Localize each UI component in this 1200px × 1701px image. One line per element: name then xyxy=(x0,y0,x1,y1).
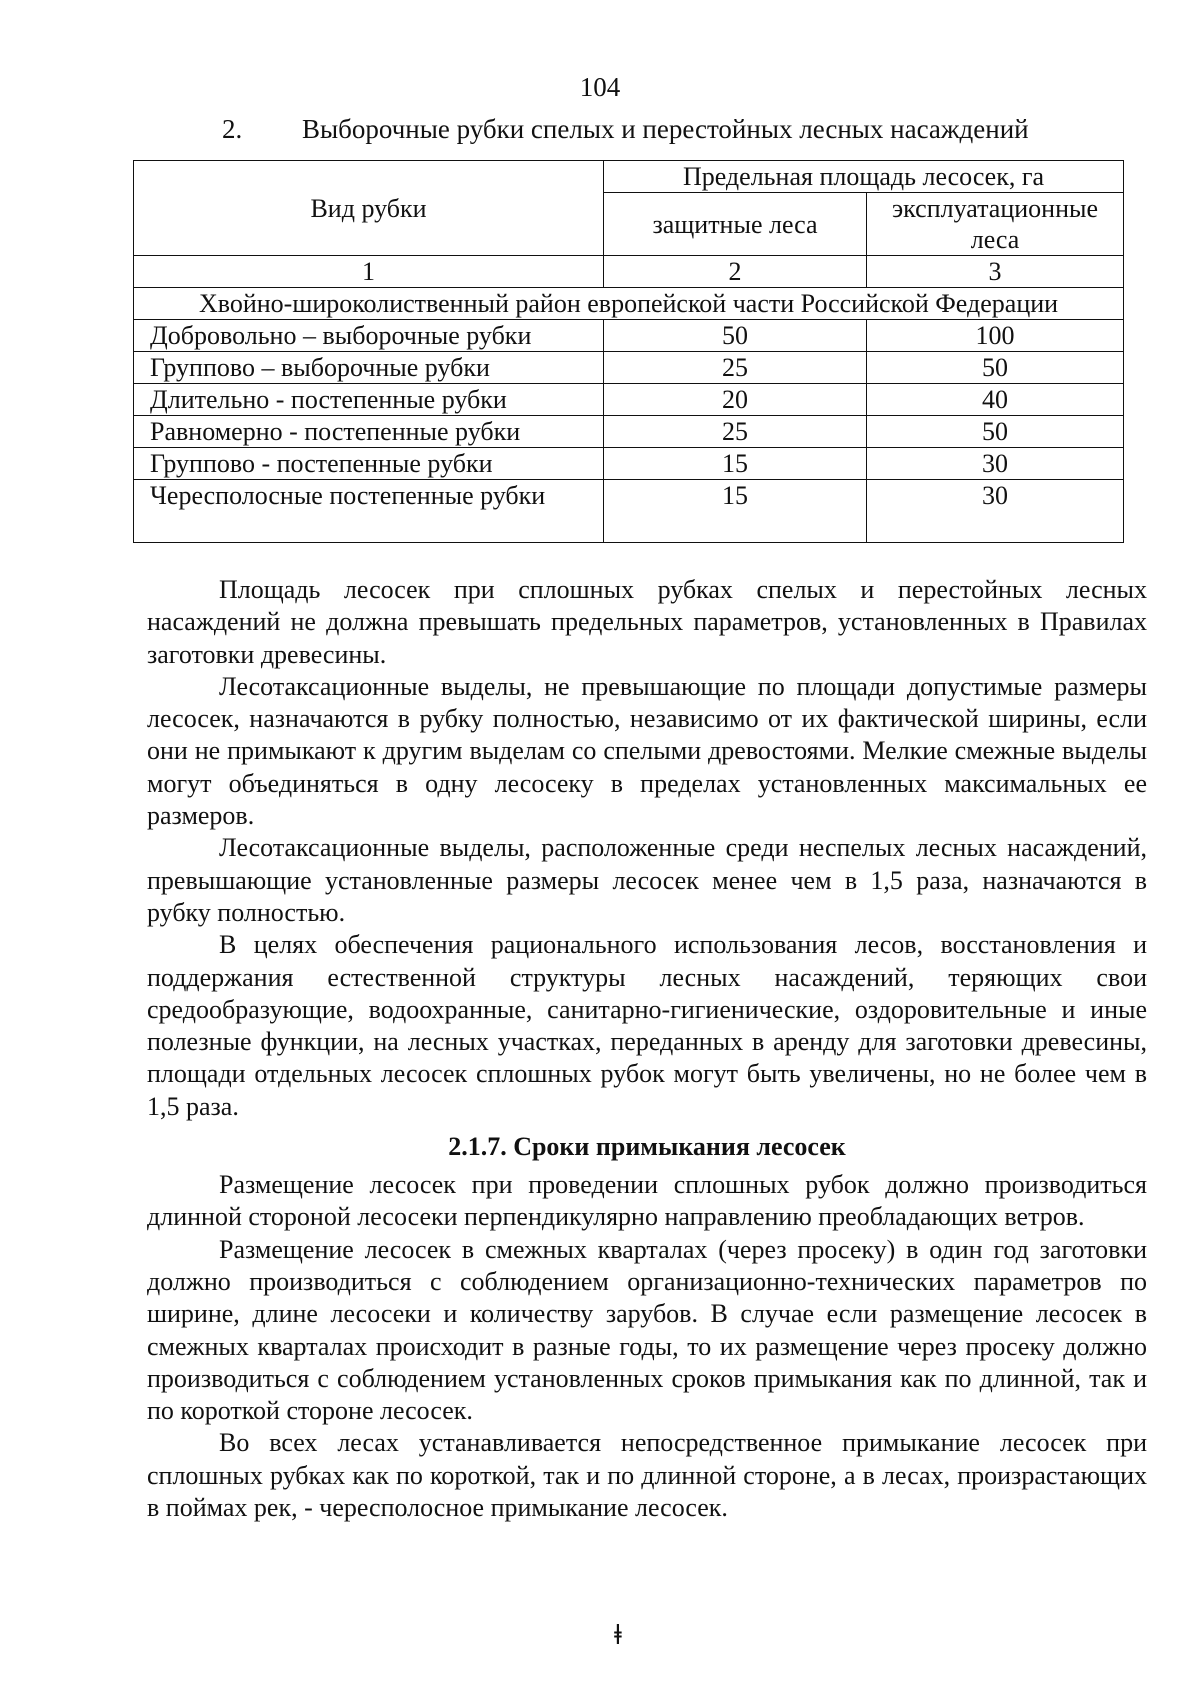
protective-value-cell: 50 xyxy=(604,320,867,352)
protective-value-cell: 25 xyxy=(604,416,867,448)
paragraph: Лесотаксационные выделы, не превышающие по площади допустимые размеры лесосек, назначаются в рубку полностью, независимо от их фактической ширины, если они не примыкают к другим выделам со спелыми древостоями. Мелкие смежные выделы могут объединяться в одну лесосеку в пределах установленных максимальных ее размеров. xyxy=(147,671,1147,831)
column-number-2: 2 xyxy=(604,256,867,288)
protective-value-cell: 15 xyxy=(604,448,867,480)
paragraph: Лесотаксационные выделы, расположенные среди неспелых лесных насаждений, превышающие установленные размеры лесосек менее чем в 1,5 раза, назначаются в рубку полностью. xyxy=(147,833,1147,927)
footer-mark: ǂ xyxy=(614,1620,622,1651)
table-row xyxy=(134,416,1124,448)
body-text xyxy=(147,574,1147,1524)
column-number-1: 1 xyxy=(134,256,604,288)
table-row xyxy=(134,480,1124,543)
exploitable-value-cell: 50 xyxy=(867,352,1124,384)
paragraph: Площадь лесосек при сплошных рубках спелых и перестойных лесных насаждений не должна превышать предельных параметров, установленных в Правилах заготовки древесины. xyxy=(147,575,1147,669)
header-cutting-type: Вид рубки xyxy=(134,161,604,256)
cutting-type-cell: Добровольно – выборочные рубки xyxy=(134,320,604,352)
section-title-text: Выборочные рубки спелых и перестойных лесных насаждений xyxy=(302,114,1029,144)
section-number: 2. xyxy=(222,114,243,144)
table-row xyxy=(134,448,1124,480)
cutting-type-cell: Группово - постепенные рубки xyxy=(134,448,604,480)
paragraph: Размещение лесосек при проведении сплошных рубок должно производиться длинной стороной лесосеки перпендикулярно направлению преобладающих ветров. xyxy=(147,1170,1147,1232)
protective-value-cell: 20 xyxy=(604,384,867,416)
cutting-area-limits-table xyxy=(133,160,1124,543)
table-row xyxy=(134,384,1124,416)
table-row xyxy=(134,352,1124,384)
cutting-type-cell: Длительно - постепенные рубки xyxy=(134,384,604,416)
exploitable-value-cell: 30 xyxy=(867,448,1124,480)
protective-value-cell: 15 xyxy=(604,480,867,543)
subsection-title: 2.1.7. Сроки примыкания лесосек xyxy=(448,1132,846,1162)
table-row xyxy=(134,320,1124,352)
cutting-type-cell: Группово – выборочные рубки xyxy=(134,352,604,384)
paragraph: Размещение лесосек в смежных кварталах (через просеку) в один год заготовки должно производиться с соблюдением организационно-технических параметров по ширине, длине лесосеки и количеству зарубов. В случае если размещение лесосек в смежных кварталах происходит в разные годы, то их размещение через просеку должно производиться с соблюдением установленных сроков примыкания как по длинной, так и по короткой стороне лесосек. xyxy=(147,1234,1147,1426)
cutting-type-cell: Равномерно - постепенные рубки xyxy=(134,416,604,448)
exploitable-value-cell: 100 xyxy=(867,320,1124,352)
header-exploitable-forests: эксплуатационные леса xyxy=(867,193,1124,256)
section-title xyxy=(222,112,1122,146)
header-protective-forests: защитные леса xyxy=(604,193,867,256)
exploitable-value-cell: 30 xyxy=(867,480,1124,543)
column-number-3: 3 xyxy=(867,256,1124,288)
exploitable-value-cell: 40 xyxy=(867,384,1124,416)
protective-value-cell: 25 xyxy=(604,352,867,384)
paragraph: В целях обеспечения рационального использования лесов, восстановления и поддержания естественной структуры лесных насаждений, теряющих свои средообразующие, водоохранные, санитарно-гигиенические, оздоровительные и иные полезные функции, на лесных участках, переданных в аренду для заготовки древесины, площади отдельных лесосек сплошных рубок могут быть увеличены, но не более чем в 1,5 раза. xyxy=(147,930,1147,1121)
paragraph: Во всех лесах устанавливается непосредственное примыкание лесосек при сплошных рубках как по короткой, так и по длинной стороне, а в лесах, произрастающих в поймах рек, - чересполосное примыкание лесосек. xyxy=(147,1428,1147,1523)
page-number: 104 xyxy=(579,72,621,102)
region-row: Хвойно-широколиственный район европейской части Российской Федерации xyxy=(134,288,1124,320)
exploitable-value-cell: 50 xyxy=(867,416,1124,448)
header-area-limit: Предельная площадь лесосек, га xyxy=(604,161,1124,193)
cutting-type-cell: Чересполосные постепенные рубки xyxy=(134,480,604,543)
